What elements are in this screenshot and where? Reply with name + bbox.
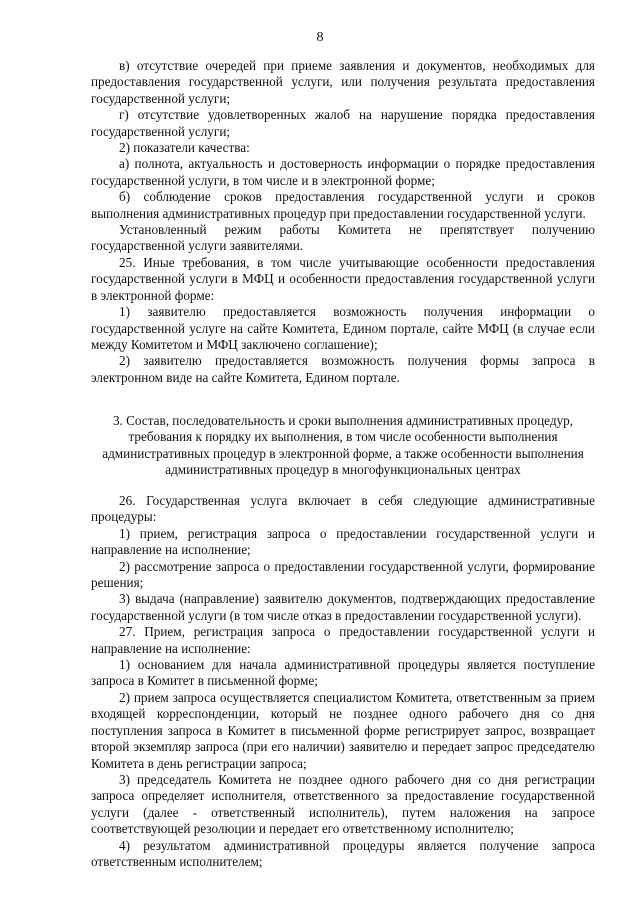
paragraph: б) соблюдение сроков предоставления государственной услуги и сроков выполнения административных процедур при предоставлении государственной услуги. xyxy=(91,189,595,221)
paragraph: 25. Иные требования, в том числе учитывающие особенности предоставления государственной услуги в МФЦ и особенности предоставления государственной услуги в электронной форме: xyxy=(91,254,595,303)
paragraph: 26. Государственная услуга включает в себя следующие административные процедуры: xyxy=(91,493,595,525)
paragraph: а) полнота, актуальность и достоверность информации о порядке предоставления государственной услуги, в том числе и в электронной форме; xyxy=(91,156,595,188)
paragraph: 2) прием запроса осуществляется специалистом Комитета, ответственным за прием входящей корреспонденции, который не позднее одного рабочего дня со дня поступления запроса в Комитет в письменной форме регистрирует запрос, возвращает второй экземпляр запроса (при его наличии) заявителю и передает запрос председателю Комитета в день регистрации запроса; xyxy=(91,689,595,771)
paragraph: 1) прием, регистрация запроса о предоставлении государственной услуги и направление на исполнение; xyxy=(91,525,595,558)
paragraph: 27. Прием, регистрация запроса о предоставлении государственной услуги и направление на исполнение: xyxy=(91,624,595,656)
paragraph: в) отсутствие очередей при приеме заявления и документов, необходимых для предоставления государственной услуги, или получения результата предоставления государственной услуги; xyxy=(91,58,595,106)
paragraph: 3) председатель Комитета не позднее одного рабочего дня со дня регистрации запроса определяет исполнителя, ответственного за предоставление государственной услуги (далее - ответственный исполнитель), путем наложения на запросе соответствующей резолюции и передает его ответственному исполнителю; xyxy=(91,771,595,837)
paragraph: Установленный режим работы Комитета не препятствует получению государственной услуги заявителями. xyxy=(91,222,595,254)
paragraph: 3) выдача (направление) заявителю документов, подтверждающих предоставление государственной услуги (в том числе отказ в предоставлении государственной услуги). xyxy=(91,591,595,623)
paragraph: 2) рассмотрение запроса о предоставлении государственной услуги, формирование решения; xyxy=(91,558,595,591)
paragraph: г) отсутствие удовлетворенных жалоб на нарушение порядка предоставления государственной услуги; xyxy=(91,107,595,139)
text-block-2 xyxy=(91,493,595,870)
page-number: 8 xyxy=(316,30,324,45)
paragraph: 1) основанием для начала административной процедуры является поступление запроса в Комитет в письменной форме; xyxy=(91,657,595,689)
paragraph: 2) показатели качества: xyxy=(119,140,250,156)
section-heading-block xyxy=(91,413,595,479)
section-3-heading: 3. Состав, последовательность и сроки выполнения административных процедур, требования к порядку их выполнения, в том числе особенности выполнения административных процедур в электронной форме, а также особенности выполнения административных процедур в многофункциональных центрах xyxy=(102,413,584,478)
paragraph: 2) заявителю предоставляется возможность получения формы запроса в электронном виде на сайте Комитета, Едином портале. xyxy=(91,353,595,385)
paragraph: 1) заявителю предоставляется возможность получения информации о государственной услуге на сайте Комитета, Едином портале, сайте МФЦ (в случае если между Комитетом и МФЦ заключено соглашение); xyxy=(91,304,595,352)
text-block-1 xyxy=(91,58,595,386)
paragraph: 4) результатом административной процедуры является получение запроса ответственным исполнителем; xyxy=(91,837,595,869)
